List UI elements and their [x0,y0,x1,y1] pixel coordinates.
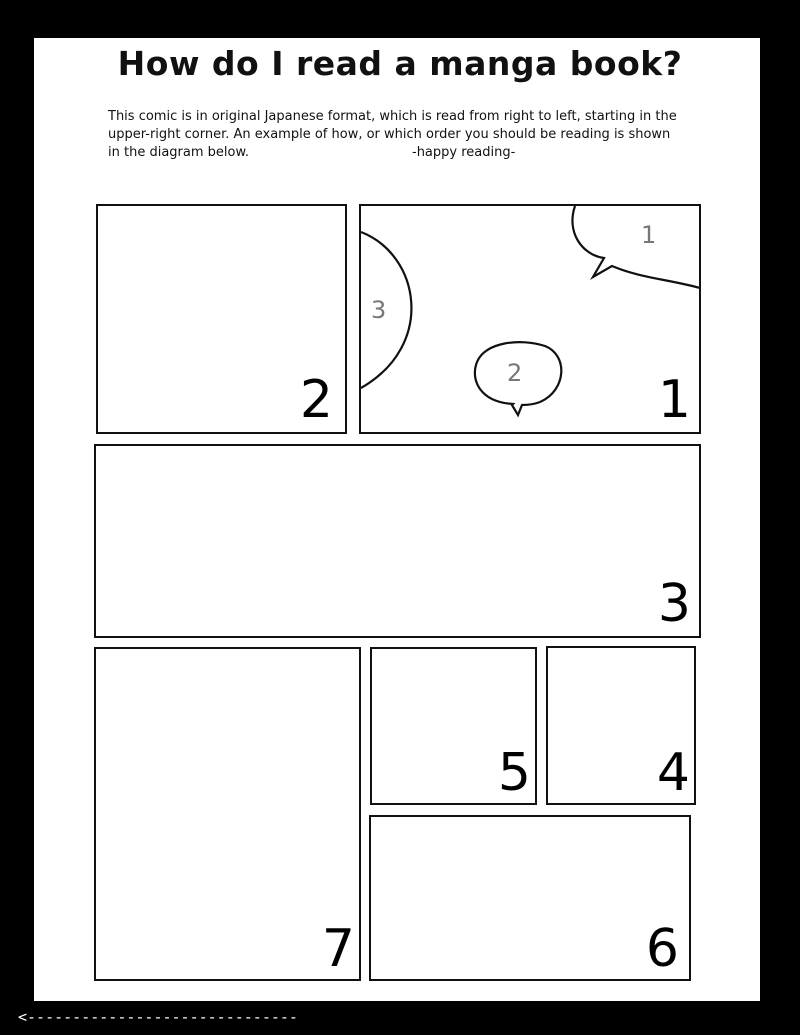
bubble-number-2: 2 [507,359,523,387]
panel-number-1: 1 [657,370,691,430]
panel-number-2: 2 [299,370,333,430]
intro-line-3: in the diagram below. [108,145,250,160]
panel-number-4: 4 [656,743,690,803]
panel-4 [546,646,696,805]
bubble-number-3: 3 [371,296,387,324]
panel-number-3: 3 [657,574,691,634]
panel-3 [94,444,701,638]
intro-line-2: upper-right corner. An example of how, or which order you should be reading is shown [108,127,671,142]
panel-number-5: 5 [497,743,531,803]
speech-bubble-1 [572,206,700,288]
intro-line-1: This comic is in original Japanese format, which is read from right to left, starting in the [108,109,677,124]
panel-5 [370,647,537,805]
reading-direction-arrow: <------------------------------ [18,1008,298,1026]
panel-6 [369,815,691,981]
panel-7 [94,647,361,981]
panel-number-7: 7 [321,919,355,979]
page-title: How do I read a manga book? [117,44,683,83]
intro-signoff: -happy reading- [412,145,516,160]
panel-number-6: 6 [645,919,679,979]
bubble-number-1: 1 [641,221,657,249]
